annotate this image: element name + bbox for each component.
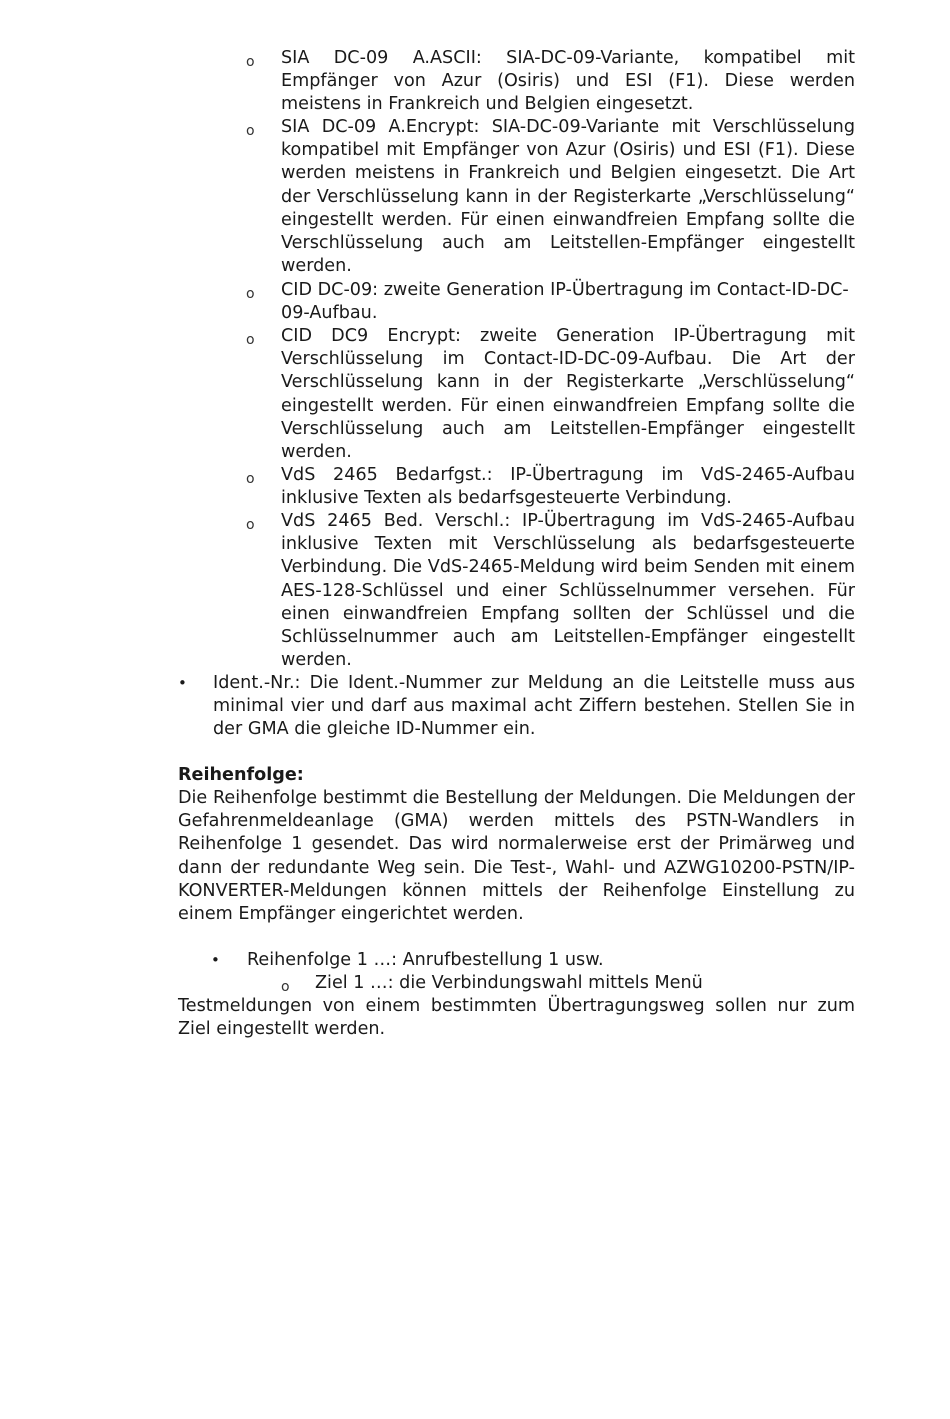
section-heading: Reihenfolge: — [178, 765, 304, 785]
list-marker-circle: o — [246, 332, 255, 348]
list-item-ziel: Ziel 1 …: die Verbindungswahl mittels Menü — [315, 973, 703, 993]
list-marker-circle: o — [246, 54, 255, 70]
list-item-sia-ascii: SIA DC-09 A.ASCII: SIA-DC-09-Variante, kompatibel mit Empfänger von Azur (Osiris) und ESI (F1). Diese werden meistens in Frankreich und Belgien eingesetzt. — [281, 48, 855, 115]
list-marker-circle: o — [246, 517, 255, 533]
list-marker-circle: o — [281, 979, 290, 995]
list-marker-bullet: • — [211, 951, 220, 969]
list-item-vds-bedarf: VdS 2465 Bedarfgst.: IP-Übertragung im VdS-2465-Aufbau inklusive Texten als bedarfsgesteuerte Verbindung. — [281, 465, 855, 509]
list-marker-circle: o — [246, 123, 255, 139]
list-item-ident-nr: Ident.-Nr.: Die Ident.-Nummer zur Meldung an die Leitstelle muss aus minimal vier und darf aus maximal acht Ziffern bestehen. Stellen Sie in der GMA die gleiche ID-Nummer ein. — [213, 673, 855, 740]
list-marker-circle: o — [246, 286, 255, 302]
section-paragraph: Die Reihenfolge bestimmt die Bestellung der Meldungen. Die Meldungen der Gefahrenmeldeanlage (GMA) werden mittels des PSTN-Wandlers in Reihenfolge 1 gesendet. Das wird normalerweise erst der Primärweg und dann der redundante Weg sein. Die Test-, Wahl- und AZWG10200-PSTN/IP-KONVERTER-Meldungen können mittels der Reihenfolge Einstellung zu einem Empfänger eingerichtet werden. — [178, 788, 855, 925]
list-marker-circle: o — [246, 471, 255, 487]
list-item-cid-dc09: CID DC-09: zweite Generation IP-Übertragung im Contact-ID-DC-09-Aufbau. — [281, 280, 849, 324]
list-item-cid-encrypt: CID DC9 Encrypt: zweite Generation IP-Übertragung mit Verschlüsselung im Contact-ID-DC-09-Aufbau. Die Art der Verschlüsselung kann in der Registerkarte „Verschlüsselung“ eingestellt werden. Für einen einwandfreien Empfang sollte die Verschlüsselung auch am Leitstellen-Empfänger eingestellt werden. — [281, 326, 855, 463]
list-item-reihenfolge: Reihenfolge 1 …: Anrufbestellung 1 usw. — [247, 950, 604, 970]
list-item-vds-verschl: VdS 2465 Bed. Verschl.: IP-Übertragung im VdS-2465-Aufbau inklusive Texten mit Verschlüsselung als bedarfsgesteuerte Verbindung. Die VdS-2465-Meldung wird beim Senden mit einem AES-128-Schlüssel und einer Schlüsselnummer versehen. Für einen einwandfreien Empfang sollten der Schlüssel und die Schlüsselnummer auch am Leitstellen-Empfänger eingestellt werden. — [281, 511, 855, 671]
list-item-sia-encrypt: SIA DC-09 A.Encrypt: SIA-DC-09-Variante mit Verschlüsselung kompatibel mit Empfänger von Azur (Osiris) und ESI (F1). Diese werden meistens in Frankreich und Belgien eingesetzt. Die Art der Verschlüsselung kann in der Registerkarte „Verschlüsselung“ eingestellt werden. Für einen einwandfreien Empfang sollte die Verschlüsselung auch am Leitstellen-Empfänger eingestellt werden. — [281, 117, 855, 277]
list-marker-bullet: • — [178, 674, 187, 692]
closing-paragraph: Testmeldungen von einem bestimmten Übertragungsweg sollen nur zum Ziel eingestellt werden. — [178, 996, 855, 1040]
